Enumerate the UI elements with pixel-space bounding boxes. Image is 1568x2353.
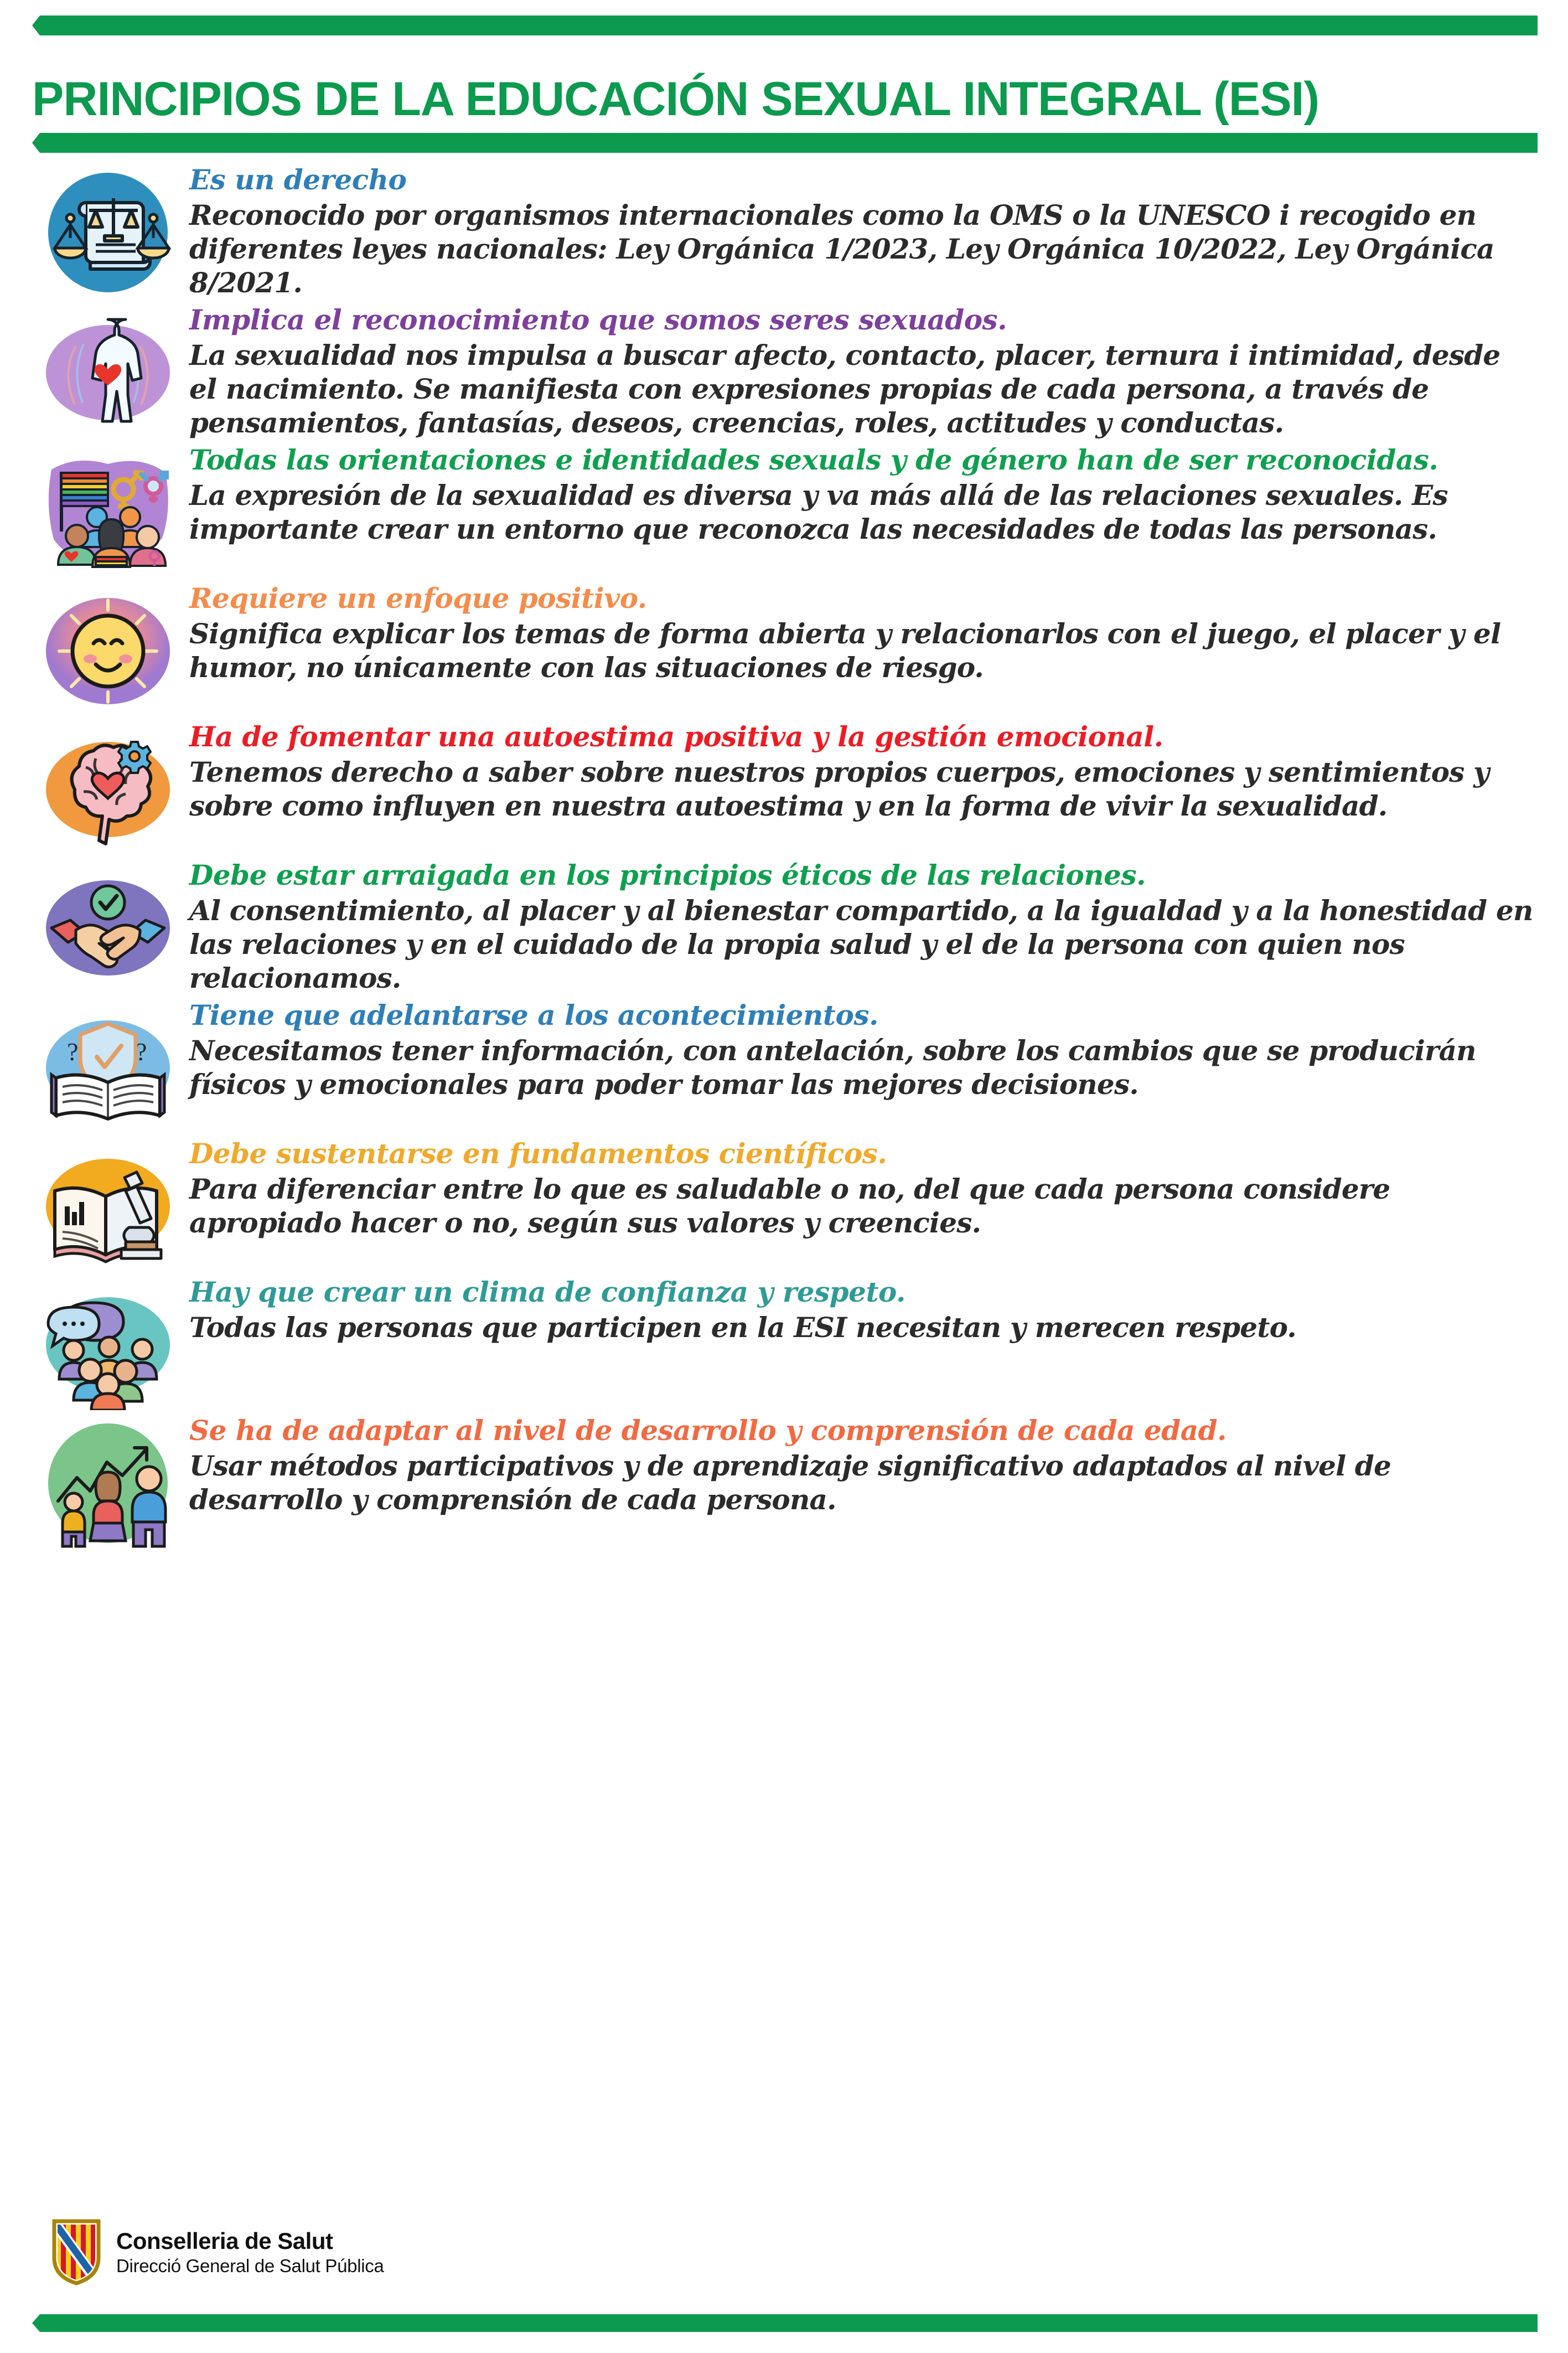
principle-heading: Es un derecho bbox=[189, 163, 407, 196]
book-shield-question-icon bbox=[43, 1003, 173, 1133]
principle-icon-container bbox=[39, 442, 177, 578]
principle-heading: Tiene que adelantarse a los acontecimientos. bbox=[189, 999, 878, 1031]
principle-heading: Implica el reconocimiento que somos seres sexuados. bbox=[189, 303, 1007, 336]
balearic-crest-icon bbox=[51, 2219, 102, 2285]
page-title: PRINCIPIOS DE LA EDUCACIÓN SEXUAL INTEGRAL (ESI) bbox=[32, 72, 1319, 126]
principle-body: Todas las personas que participen en la ESI necesitan y merecen respeto. bbox=[189, 1311, 1296, 1344]
scales-of-justice-icon bbox=[43, 167, 173, 298]
principle-row bbox=[0, 1412, 1568, 1549]
principle-row bbox=[0, 857, 1568, 995]
principle-row bbox=[0, 1274, 1568, 1410]
principle-icon-container bbox=[39, 857, 177, 993]
footer-rule bbox=[32, 2314, 1538, 2332]
pride-diversity-icon bbox=[43, 447, 173, 578]
principle-heading: Debe sustentarse en fundamentos científicos. bbox=[189, 1137, 887, 1170]
principle-heading: Ha de fomentar una autoestima positiva y la gestión emocional. bbox=[189, 720, 1163, 753]
principle-body: Usar métodos participativos y de aprendizaje significativo adaptados al nivel de desarrollo y comprensión de cada persona. bbox=[189, 1449, 1391, 1516]
human-body-heart-icon bbox=[43, 307, 173, 438]
principle-icon-container bbox=[39, 162, 177, 298]
principle-icon-container bbox=[39, 580, 177, 716]
footer-dept-name: Direcció General de Salut Pública bbox=[116, 2256, 384, 2277]
principle-icon-container bbox=[39, 997, 177, 1133]
principle-row bbox=[0, 719, 1568, 855]
growth-people-icon bbox=[43, 1418, 173, 1549]
principle-row bbox=[0, 442, 1568, 578]
principle-heading: Todas las orientaciones e identidades sexuals y de género han de ser reconocidas. bbox=[189, 443, 1438, 476]
group-speech-bubble-icon bbox=[43, 1279, 173, 1410]
principle-body: Significa explicar los temas de forma abierta y relacionarlos con el juego, el placer y el humor, no únicamente con las situaciones de riesgo. bbox=[189, 617, 1501, 684]
principle-body: Reconocido por organismos internacionales como la OMS o la UNESCO i recogido en diferentes leyes nacionales: Ley Orgánica 1/2023, Ley Orgánica 10/2022, Ley Orgánica 8/2021. bbox=[189, 199, 1494, 299]
principle-row bbox=[0, 997, 1568, 1133]
principle-body: Al consentimiento, al placer y al bienestar compartido, a la igualdad y a la honestidad en las relaciones y en el cuidado de la propia salud y el de la persona con quien nos relacionamos. bbox=[189, 894, 1533, 994]
principle-text bbox=[177, 302, 1535, 440]
footer-brand bbox=[51, 2219, 384, 2285]
principle-text bbox=[177, 1136, 1535, 1240]
principle-icon-container bbox=[39, 1412, 177, 1549]
principle-heading: Hay que crear un clima de confianza y respeto. bbox=[189, 1276, 905, 1308]
principle-icon-container bbox=[39, 719, 177, 855]
page-footer bbox=[0, 2187, 1568, 2353]
smiling-sun-icon bbox=[43, 586, 173, 716]
principle-text bbox=[177, 857, 1535, 995]
principle-body: La expresión de la sexualidad es diversa y va más allá de las relaciones sexuales. Es importante crear un entorno que reconozca las necesidades de todas las personas. bbox=[189, 479, 1448, 545]
handshake-check-icon bbox=[43, 863, 173, 993]
svg-text:?: ? bbox=[136, 1038, 147, 1066]
principle-text bbox=[177, 442, 1535, 546]
principle-row bbox=[0, 1136, 1568, 1272]
principle-row bbox=[0, 302, 1568, 440]
principle-text bbox=[177, 1274, 1535, 1344]
principle-icon-container bbox=[39, 302, 177, 438]
principle-body: La sexualidad nos impulsa a buscar afecto, contacto, placer, ternura i intimidad, desde el nacimiento. Se manifiesta con expresiones propias de cada persona, a través de pensamientos, fantasías, deseos, creencias, roles, actitudes y conductas. bbox=[189, 339, 1500, 439]
header-top-rule bbox=[32, 16, 1538, 35]
principle-text bbox=[177, 162, 1535, 300]
principle-body: Necesitamos tener información, con antelación, sobre los cambios que se producirán físicos y emocionales para poder tomar las mejores decisiones. bbox=[189, 1034, 1476, 1101]
principle-body: Tenemos derecho a saber sobre nuestros propios cuerpos, emociones y sentimientos y sobre como influyen en nuestra autoestima y en la forma de vivir la sexualidad. bbox=[189, 756, 1489, 822]
principle-text bbox=[177, 580, 1535, 684]
footer-org-name: Conselleria de Salut bbox=[116, 2227, 333, 2254]
principle-icon-container bbox=[39, 1136, 177, 1272]
header-bottom-rule bbox=[32, 133, 1538, 153]
principle-text bbox=[177, 1412, 1535, 1516]
principle-heading: Requiere un enfoque positivo. bbox=[189, 582, 647, 615]
book-microscope-icon bbox=[43, 1141, 173, 1272]
brain-heart-gear-icon bbox=[43, 724, 173, 855]
principle-heading: Se ha de adaptar al nivel de desarrollo y comprensión de cada edad. bbox=[189, 1414, 1227, 1447]
principle-row bbox=[0, 580, 1568, 716]
principles-list bbox=[0, 162, 1568, 1551]
svg-text:?: ? bbox=[67, 1038, 79, 1066]
principle-heading: Debe estar arraigada en los principios éticos de las relaciones. bbox=[189, 859, 1146, 891]
principle-row bbox=[0, 162, 1568, 300]
principle-body: Para diferenciar entre lo que es saludable o no, del que cada persona considere apropiado hacer o no, según sus valores y creencies. bbox=[189, 1173, 1390, 1239]
principle-icon-container bbox=[39, 1274, 177, 1410]
principle-text bbox=[177, 997, 1535, 1101]
principle-text bbox=[177, 719, 1535, 823]
